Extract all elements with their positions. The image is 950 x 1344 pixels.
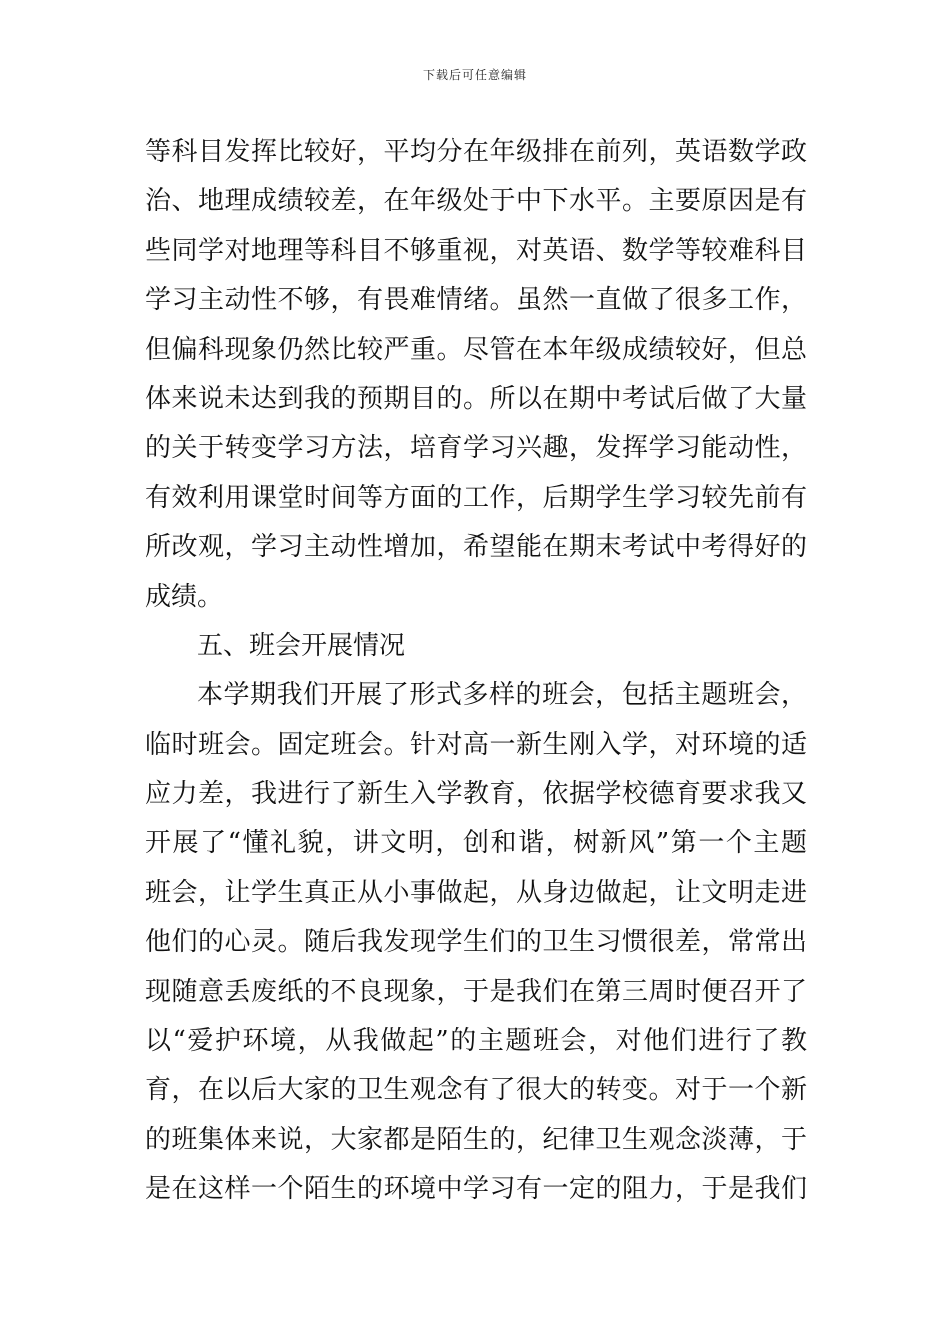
text-line-15: 开展了“懂礼貌，讲文明，创和谐，树新风”第一个主题 (145, 828, 807, 859)
text-line-13: 临时班会。固定班会。针对高一新生刚入学，对环境的适 (145, 729, 807, 760)
section-heading: 五、班会开展情况 (197, 630, 406, 661)
header-note: 下载后可任意编辑 (422, 68, 527, 82)
text-line-8: 有效利用课堂时间等方面的工作，后期学生学习较先前有 (145, 482, 807, 513)
text-line-6: 体来说未达到我的预期目的。所以在期中考试后做了大量 (145, 383, 807, 414)
text-line-4: 学习主动性不够，有畏难情绪。虽然一直做了很多工作， (145, 285, 807, 316)
text-line-9: 所改观，学习主动性增加，希望能在期末考试中考得好的 (145, 532, 807, 563)
text-line-16: 班会，让学生真正从小事做起，从身边做起，让文明走进 (145, 877, 807, 908)
text-line-5: 但偏科现象仍然比较严重。尽管在本年级成绩较好，但总 (145, 334, 807, 365)
text-line-21: 的班集体来说，大家都是陌生的，纪律卫生观念淡薄，于 (145, 1124, 807, 1155)
text-line-12: 本学期我们开展了形式多样的班会，包括主题班会， (197, 680, 807, 711)
text-line-22: 是在这样一个陌生的环境中学习有一定的阻力，于是我们 (145, 1174, 807, 1205)
text-line-14: 应力差，我进行了新生入学教育，依据学校德育要求我又 (145, 779, 807, 810)
body-text (145, 128, 807, 1215)
text-line-19: 以“爱护环境，从我做起”的主题班会，对他们进行了教 (145, 1026, 807, 1057)
text-line-1: 等科目发挥比较好，平均分在年级排在前列，英语数学政 (145, 137, 807, 167)
text-line-7: 的关于转变学习方法，培育学习兴趣，发挥学习能动性， (145, 433, 807, 464)
text-line-3: 些同学对地理等科目不够重视，对英语、数学等较难科目 (145, 235, 807, 266)
text-line-18: 现随意丢废纸的不良现象，于是我们在第三周时便召开了 (145, 976, 807, 1007)
text-line-10: 成绩。 (145, 581, 224, 612)
text-line-17: 他们的心灵。随后我发现学生们的卫生习惯很差，常常出 (145, 927, 807, 958)
text-line-20: 育，在以后大家的卫生观念有了很大的转变。对于一个新 (145, 1075, 807, 1106)
text-line-2: 治、地理成绩较差，在年级处于中下水平。主要原因是有 (145, 186, 807, 217)
